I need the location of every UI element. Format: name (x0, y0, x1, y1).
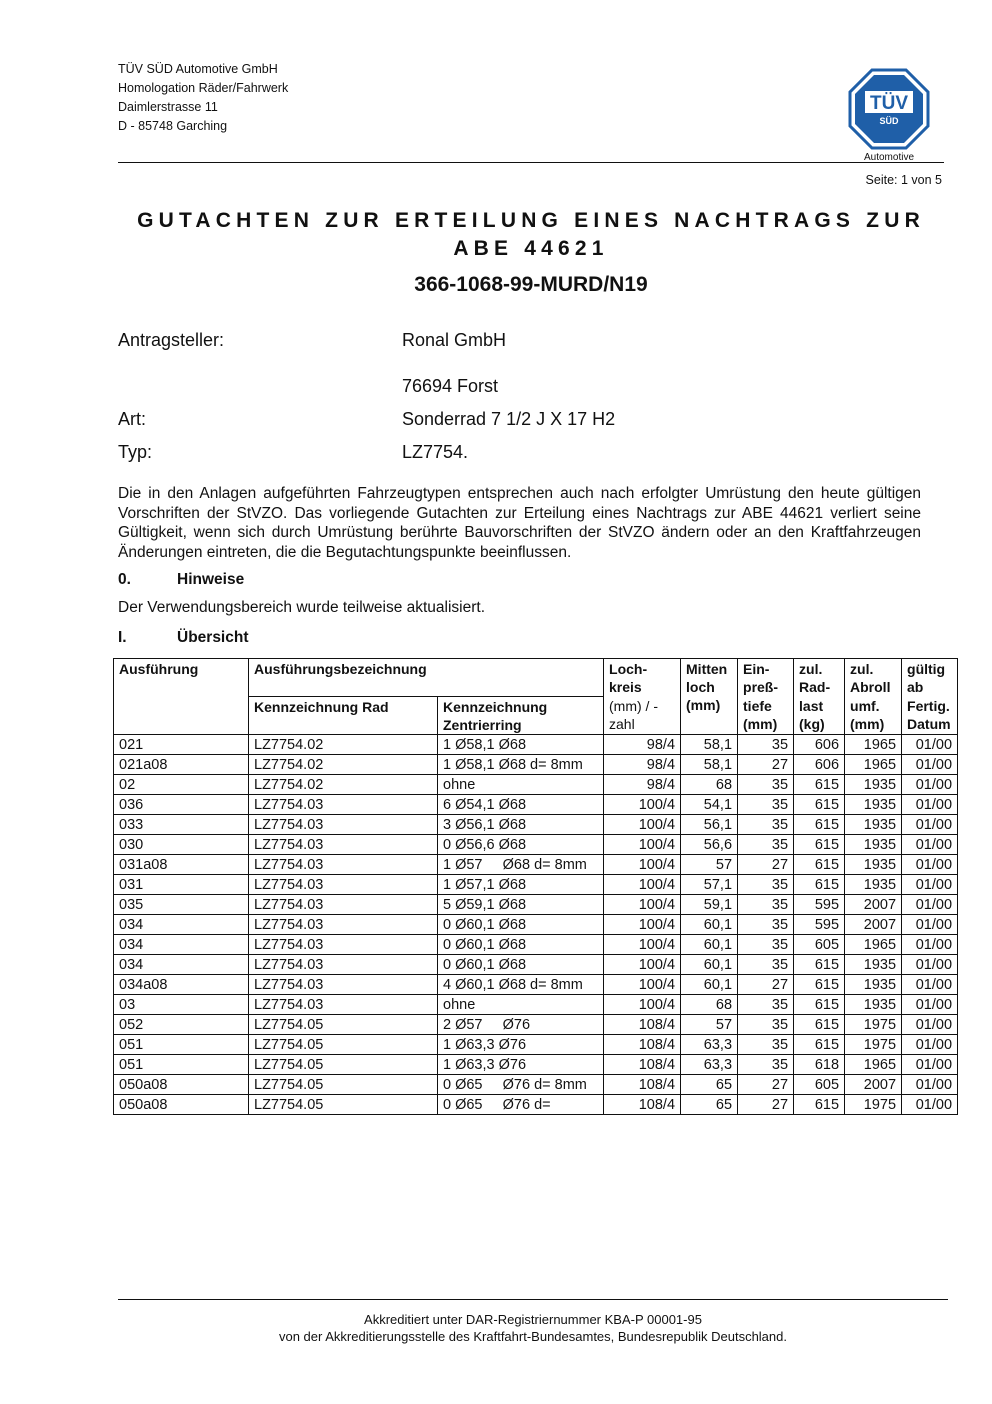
cell-radlast: 605 (794, 1074, 845, 1094)
cell-ausfuehrung: 031a08 (114, 854, 249, 874)
page-number: Seite: 1 von 5 (865, 173, 942, 187)
cell-kennzeichnung-rad: LZ7754.03 (249, 914, 438, 934)
cell-gueltig-ab: 01/00 (902, 874, 958, 894)
cell-mittenloch: 54,1 (681, 794, 738, 814)
cell-einpresstiefe: 27 (738, 854, 794, 874)
table-row (114, 874, 958, 894)
cell-abrollumfang: 1935 (845, 854, 902, 874)
footer-line: Akkreditiert unter DAR-Registriernummer KBA-P 00001-95 (364, 1312, 702, 1327)
table-row (114, 734, 958, 754)
document-title (118, 207, 944, 263)
header-radlast: zul. Rad- (794, 659, 845, 697)
cell-ausfuehrung: 034 (114, 954, 249, 974)
header-gueltig-unit: Fertig. Datum (902, 696, 958, 734)
cell-ausfuehrung: 034a08 (114, 974, 249, 994)
cell-lochkreis: 100/4 (604, 974, 681, 994)
header-einpresstiefe-unit: tiefe (mm) (738, 696, 794, 734)
table-row (114, 774, 958, 794)
cell-ausfuehrung: 050a08 (114, 1094, 249, 1114)
header-ausfuehrung: Ausführung (114, 659, 249, 735)
address-line: Homologation Räder/Fahrwerk (118, 81, 289, 95)
table-row (114, 854, 958, 874)
cell-ausfuehrung: 033 (114, 814, 249, 834)
svg-text:SÜD: SÜD (879, 116, 899, 126)
cell-einpresstiefe: 35 (738, 914, 794, 934)
tuv-sud-logo-icon (848, 68, 930, 164)
cell-lochkreis: 100/4 (604, 814, 681, 834)
cell-kennzeichnung-zentrierring: 0 Ø65 Ø76 d= 8mm (438, 1074, 604, 1094)
table-row (114, 974, 958, 994)
cell-kennzeichnung-zentrierring: 0 Ø56,6 Ø68 (438, 834, 604, 854)
table-row (114, 794, 958, 814)
cell-kennzeichnung-zentrierring: 1 Ø57 Ø68 d= 8mm (438, 854, 604, 874)
cell-kennzeichnung-rad: LZ7754.03 (249, 974, 438, 994)
applicant-value: Ronal GmbH (402, 330, 507, 350)
cell-radlast: 615 (794, 794, 845, 814)
cell-radlast: 615 (794, 814, 845, 834)
address-line: Daimlerstrasse 11 (118, 100, 218, 114)
section-number: I. (118, 629, 127, 646)
cell-kennzeichnung-rad: LZ7754.03 (249, 794, 438, 814)
cell-kennzeichnung-rad: LZ7754.03 (249, 954, 438, 974)
cell-lochkreis: 100/4 (604, 994, 681, 1014)
cell-kennzeichnung-rad: LZ7754.02 (249, 754, 438, 774)
applicant-city: 76694 Forst (402, 376, 499, 396)
cell-lochkreis: 98/4 (604, 754, 681, 774)
cell-lochkreis: 98/4 (604, 734, 681, 754)
cell-radlast: 615 (794, 954, 845, 974)
cell-kennzeichnung-rad: LZ7754.03 (249, 994, 438, 1014)
cell-mittenloch: 57,1 (681, 874, 738, 894)
cell-gueltig-ab: 01/00 (902, 1054, 958, 1074)
cell-mittenloch: 58,1 (681, 734, 738, 754)
cell-abrollumfang: 1935 (845, 794, 902, 814)
cell-mittenloch: 63,3 (681, 1034, 738, 1054)
cell-radlast: 595 (794, 894, 845, 914)
cell-mittenloch: 60,1 (681, 914, 738, 934)
cell-kennzeichnung-rad: LZ7754.03 (249, 814, 438, 834)
cell-kennzeichnung-zentrierring: 0 Ø60,1 Ø68 (438, 954, 604, 974)
cell-abrollumfang: 1935 (845, 774, 902, 794)
cell-lochkreis: 100/4 (604, 854, 681, 874)
header-lochkreis: Loch- kreis (604, 659, 681, 697)
cell-kennzeichnung-zentrierring: 1 Ø63,3 Ø76 (438, 1034, 604, 1054)
table-row (114, 994, 958, 1014)
cell-mittenloch: 57 (681, 854, 738, 874)
cell-lochkreis: 100/4 (604, 794, 681, 814)
table-row (114, 754, 958, 774)
cell-kennzeichnung-rad: LZ7754.03 (249, 934, 438, 954)
cell-einpresstiefe: 35 (738, 774, 794, 794)
typ-value: LZ7754. (402, 442, 469, 462)
cell-radlast: 605 (794, 934, 845, 954)
cell-lochkreis: 108/4 (604, 1074, 681, 1094)
cell-einpresstiefe: 35 (738, 1054, 794, 1074)
cell-mittenloch: 59,1 (681, 894, 738, 914)
cell-kennzeichnung-rad: LZ7754.05 (249, 1014, 438, 1034)
address-line: D - 85748 Garching (118, 119, 228, 133)
cell-abrollumfang: 1935 (845, 974, 902, 994)
cell-einpresstiefe: 35 (738, 954, 794, 974)
svg-text:TÜV: TÜV (870, 93, 908, 114)
cell-lochkreis: 100/4 (604, 894, 681, 914)
cell-einpresstiefe: 35 (738, 994, 794, 1014)
cell-ausfuehrung: 052 (114, 1014, 249, 1034)
address-line: TÜV SÜD Automotive GmbH (118, 62, 278, 76)
table-row (114, 954, 958, 974)
cell-gueltig-ab: 01/00 (902, 734, 958, 754)
cell-kennzeichnung-zentrierring: 1 Ø58,1 Ø68 d= 8mm (438, 754, 604, 774)
cell-abrollumfang: 1935 (845, 874, 902, 894)
cell-gueltig-ab: 01/00 (902, 814, 958, 834)
table-header-row (114, 659, 958, 697)
table-row (114, 934, 958, 954)
table-row (114, 1034, 958, 1054)
cell-einpresstiefe: 35 (738, 934, 794, 954)
cell-ausfuehrung: 021a08 (114, 754, 249, 774)
cell-kennzeichnung-zentrierring: 1 Ø58,1 Ø68 (438, 734, 604, 754)
cell-ausfuehrung: 034 (114, 914, 249, 934)
cell-kennzeichnung-zentrierring: 4 Ø60,1 Ø68 d= 8mm (438, 974, 604, 994)
table-row (114, 1054, 958, 1074)
cell-radlast: 615 (794, 874, 845, 894)
cell-mittenloch: 58,1 (681, 754, 738, 774)
section-heading-hinweise (118, 571, 244, 589)
cell-einpresstiefe: 35 (738, 1034, 794, 1054)
cell-mittenloch: 65 (681, 1074, 738, 1094)
cell-kennzeichnung-zentrierring: 2 Ø57 Ø76 (438, 1014, 604, 1034)
header-lochkreis-unit: (mm) / -zahl (604, 696, 681, 734)
cell-mittenloch: 60,1 (681, 934, 738, 954)
cell-ausfuehrung: 050a08 (114, 1074, 249, 1094)
cell-kennzeichnung-rad: LZ7754.02 (249, 734, 438, 754)
section-heading-uebersicht (118, 629, 249, 647)
cell-ausfuehrung: 035 (114, 894, 249, 914)
cell-gueltig-ab: 01/00 (902, 894, 958, 914)
cell-kennzeichnung-rad: LZ7754.05 (249, 1054, 438, 1074)
cell-ausfuehrung: 036 (114, 794, 249, 814)
cell-lochkreis: 100/4 (604, 914, 681, 934)
cell-gueltig-ab: 01/00 (902, 974, 958, 994)
cell-radlast: 615 (794, 994, 845, 1014)
table-row (114, 894, 958, 914)
cell-mittenloch: 63,3 (681, 1054, 738, 1074)
art-value: Sonderrad 7 1/2 J X 17 H2 (402, 409, 616, 429)
cell-abrollumfang: 1965 (845, 934, 902, 954)
table-row (114, 1014, 958, 1034)
cell-gueltig-ab: 01/00 (902, 1094, 958, 1114)
cell-ausfuehrung: 021 (114, 734, 249, 754)
cell-radlast: 615 (794, 1014, 845, 1034)
cell-mittenloch: 68 (681, 994, 738, 1014)
cell-kennzeichnung-zentrierring: 5 Ø59,1 Ø68 (438, 894, 604, 914)
cell-gueltig-ab: 01/00 (902, 794, 958, 814)
cell-gueltig-ab: 01/00 (902, 994, 958, 1014)
cell-gueltig-ab: 01/00 (902, 914, 958, 934)
header-radlast-unit: last (kg) (794, 696, 845, 734)
header-kennzeichnung-zentrierring: Kennzeichnung Zentrierring (438, 696, 604, 734)
cell-kennzeichnung-rad: LZ7754.03 (249, 854, 438, 874)
intro-paragraph: Die in den Anlagen aufgeführten Fahrzeugtypen entsprechen auch nach erfolgter Umrüstung den heute gültigen Vorschriften der StVZO. Das vorliegende Gutachten zur Erteilung eines Nachtrags zur ABE 44621 verliert seine Gültigkeit, wenn sich durch Umrüstung berührte Bauvorschriften der StVZO ändern oder an den Kraftfahrzeugen Änderungen eintreten, die die Begutachtungspunkte beeinflussen. (118, 485, 921, 561)
cell-kennzeichnung-rad: LZ7754.05 (249, 1034, 438, 1054)
table-row (114, 914, 958, 934)
header-gueltig: gültig ab (902, 659, 958, 697)
cell-radlast: 615 (794, 854, 845, 874)
cell-ausfuehrung: 031 (114, 874, 249, 894)
cell-abrollumfang: 1975 (845, 1014, 902, 1034)
header-divider (118, 162, 944, 163)
cell-einpresstiefe: 35 (738, 794, 794, 814)
cell-mittenloch: 65 (681, 1094, 738, 1114)
cell-radlast: 615 (794, 1094, 845, 1114)
cell-abrollumfang: 2007 (845, 894, 902, 914)
cell-gueltig-ab: 01/00 (902, 1014, 958, 1034)
art-label: Art: (118, 409, 147, 429)
cell-einpresstiefe: 27 (738, 974, 794, 994)
cell-mittenloch: 56,1 (681, 814, 738, 834)
section-title: Hinweise (177, 571, 245, 588)
section-number: 0. (118, 571, 131, 588)
cell-einpresstiefe: 27 (738, 1074, 794, 1094)
cell-radlast: 618 (794, 1054, 845, 1074)
cell-kennzeichnung-zentrierring: 0 Ø60,1 Ø68 (438, 914, 604, 934)
cell-mittenloch: 68 (681, 774, 738, 794)
section-text-hinweise: Der Verwendungsbereich wurde teilweise aktualisiert. (118, 599, 486, 616)
cell-gueltig-ab: 01/00 (902, 774, 958, 794)
section-title: Übersicht (177, 629, 249, 646)
footer-line: von der Akkreditierungsstelle des Kraftfahrt-Bundesamtes, Bundesrepublik Deutschland. (278, 1329, 787, 1344)
cell-kennzeichnung-rad: LZ7754.05 (249, 1074, 438, 1094)
cell-abrollumfang: 1965 (845, 734, 902, 754)
cell-einpresstiefe: 27 (738, 754, 794, 774)
cell-einpresstiefe: 35 (738, 1014, 794, 1034)
footer (118, 1311, 948, 1345)
cell-radlast: 615 (794, 834, 845, 854)
cell-mittenloch: 60,1 (681, 974, 738, 994)
cell-einpresstiefe: 35 (738, 874, 794, 894)
cell-kennzeichnung-zentrierring: ohne (438, 994, 604, 1014)
cell-einpresstiefe: 35 (738, 834, 794, 854)
cell-ausfuehrung: 03 (114, 994, 249, 1014)
title-line-1: GUTACHTEN ZUR ERTEILUNG EINES NACHTRAGS ZUR (137, 209, 925, 232)
cell-ausfuehrung: 034 (114, 934, 249, 954)
cell-ausfuehrung: 030 (114, 834, 249, 854)
cell-abrollumfang: 1935 (845, 954, 902, 974)
cell-kennzeichnung-zentrierring: 1 Ø57,1 Ø68 (438, 874, 604, 894)
table-row (114, 814, 958, 834)
cell-radlast: 606 (794, 734, 845, 754)
cell-lochkreis: 108/4 (604, 1034, 681, 1054)
cell-abrollumfang: 1975 (845, 1034, 902, 1054)
cell-gueltig-ab: 01/00 (902, 1034, 958, 1054)
cell-kennzeichnung-rad: LZ7754.03 (249, 834, 438, 854)
cell-kennzeichnung-zentrierring: 3 Ø56,1 Ø68 (438, 814, 604, 834)
cell-mittenloch: 57 (681, 1014, 738, 1034)
cell-ausfuehrung: 051 (114, 1054, 249, 1074)
issuer-address (118, 60, 288, 136)
header-abrollumfang-unit: umf. (mm) (845, 696, 902, 734)
cell-gueltig-ab: 01/00 (902, 954, 958, 974)
cell-gueltig-ab: 01/00 (902, 854, 958, 874)
cell-abrollumfang: 1975 (845, 1094, 902, 1114)
cell-kennzeichnung-zentrierring: ohne (438, 774, 604, 794)
cell-mittenloch: 60,1 (681, 954, 738, 974)
cell-einpresstiefe: 35 (738, 894, 794, 914)
table-row (114, 1094, 958, 1114)
cell-kennzeichnung-rad: LZ7754.05 (249, 1094, 438, 1114)
title-line-2: ABE 44621 (453, 237, 609, 260)
cell-kennzeichnung-zentrierring: 0 Ø65 Ø76 d= (438, 1094, 604, 1114)
table-row (114, 1074, 958, 1094)
header-mittenloch: Mitten loch (mm) (681, 659, 738, 735)
header-bezeichnung: Ausführungsbezeichnung (249, 659, 604, 697)
cell-radlast: 615 (794, 1034, 845, 1054)
cell-radlast: 615 (794, 774, 845, 794)
cell-gueltig-ab: 01/00 (902, 834, 958, 854)
table-body (114, 734, 958, 1114)
cell-abrollumfang: 1965 (845, 1054, 902, 1074)
overview-table (113, 658, 958, 1115)
cell-lochkreis: 100/4 (604, 874, 681, 894)
applicant-label: Antragsteller: (118, 330, 225, 350)
cell-lochkreis: 98/4 (604, 774, 681, 794)
cell-abrollumfang: 1935 (845, 994, 902, 1014)
cell-lochkreis: 108/4 (604, 1094, 681, 1114)
header-abrollumfang: zul. Abroll (845, 659, 902, 697)
cell-abrollumfang: 2007 (845, 914, 902, 934)
cell-abrollumfang: 1935 (845, 834, 902, 854)
cell-mittenloch: 56,6 (681, 834, 738, 854)
cell-lochkreis: 108/4 (604, 1014, 681, 1034)
svg-text:Automotive: Automotive (863, 152, 915, 163)
header-kennzeichnung-rad: Kennzeichnung Rad (249, 696, 438, 734)
cell-ausfuehrung: 02 (114, 774, 249, 794)
cell-abrollumfang: 2007 (845, 1074, 902, 1094)
cell-lochkreis: 100/4 (604, 934, 681, 954)
cell-kennzeichnung-zentrierring: 6 Ø54,1 Ø68 (438, 794, 604, 814)
cell-ausfuehrung: 051 (114, 1034, 249, 1054)
cell-abrollumfang: 1935 (845, 814, 902, 834)
cell-kennzeichnung-rad: LZ7754.03 (249, 874, 438, 894)
cell-gueltig-ab: 01/00 (902, 1074, 958, 1094)
cell-kennzeichnung-zentrierring: 0 Ø60,1 Ø68 (438, 934, 604, 954)
footer-divider (118, 1299, 948, 1300)
cell-gueltig-ab: 01/00 (902, 934, 958, 954)
cell-radlast: 606 (794, 754, 845, 774)
table-row (114, 834, 958, 854)
cell-lochkreis: 108/4 (604, 1054, 681, 1074)
cell-kennzeichnung-zentrierring: 1 Ø63,3 Ø76 (438, 1054, 604, 1074)
cell-einpresstiefe: 35 (738, 814, 794, 834)
typ-label: Typ: (118, 442, 153, 462)
cell-kennzeichnung-rad: LZ7754.03 (249, 894, 438, 914)
cell-abrollumfang: 1965 (845, 754, 902, 774)
cell-radlast: 595 (794, 914, 845, 934)
cell-lochkreis: 100/4 (604, 834, 681, 854)
cell-einpresstiefe: 27 (738, 1094, 794, 1114)
cell-radlast: 615 (794, 974, 845, 994)
cell-lochkreis: 100/4 (604, 954, 681, 974)
cell-einpresstiefe: 35 (738, 734, 794, 754)
cell-kennzeichnung-rad: LZ7754.02 (249, 774, 438, 794)
document-number: 366-1068-99-MURD/N19 (414, 273, 648, 296)
cell-gueltig-ab: 01/00 (902, 754, 958, 774)
header-einpresstiefe: Ein- preß- (738, 659, 794, 697)
